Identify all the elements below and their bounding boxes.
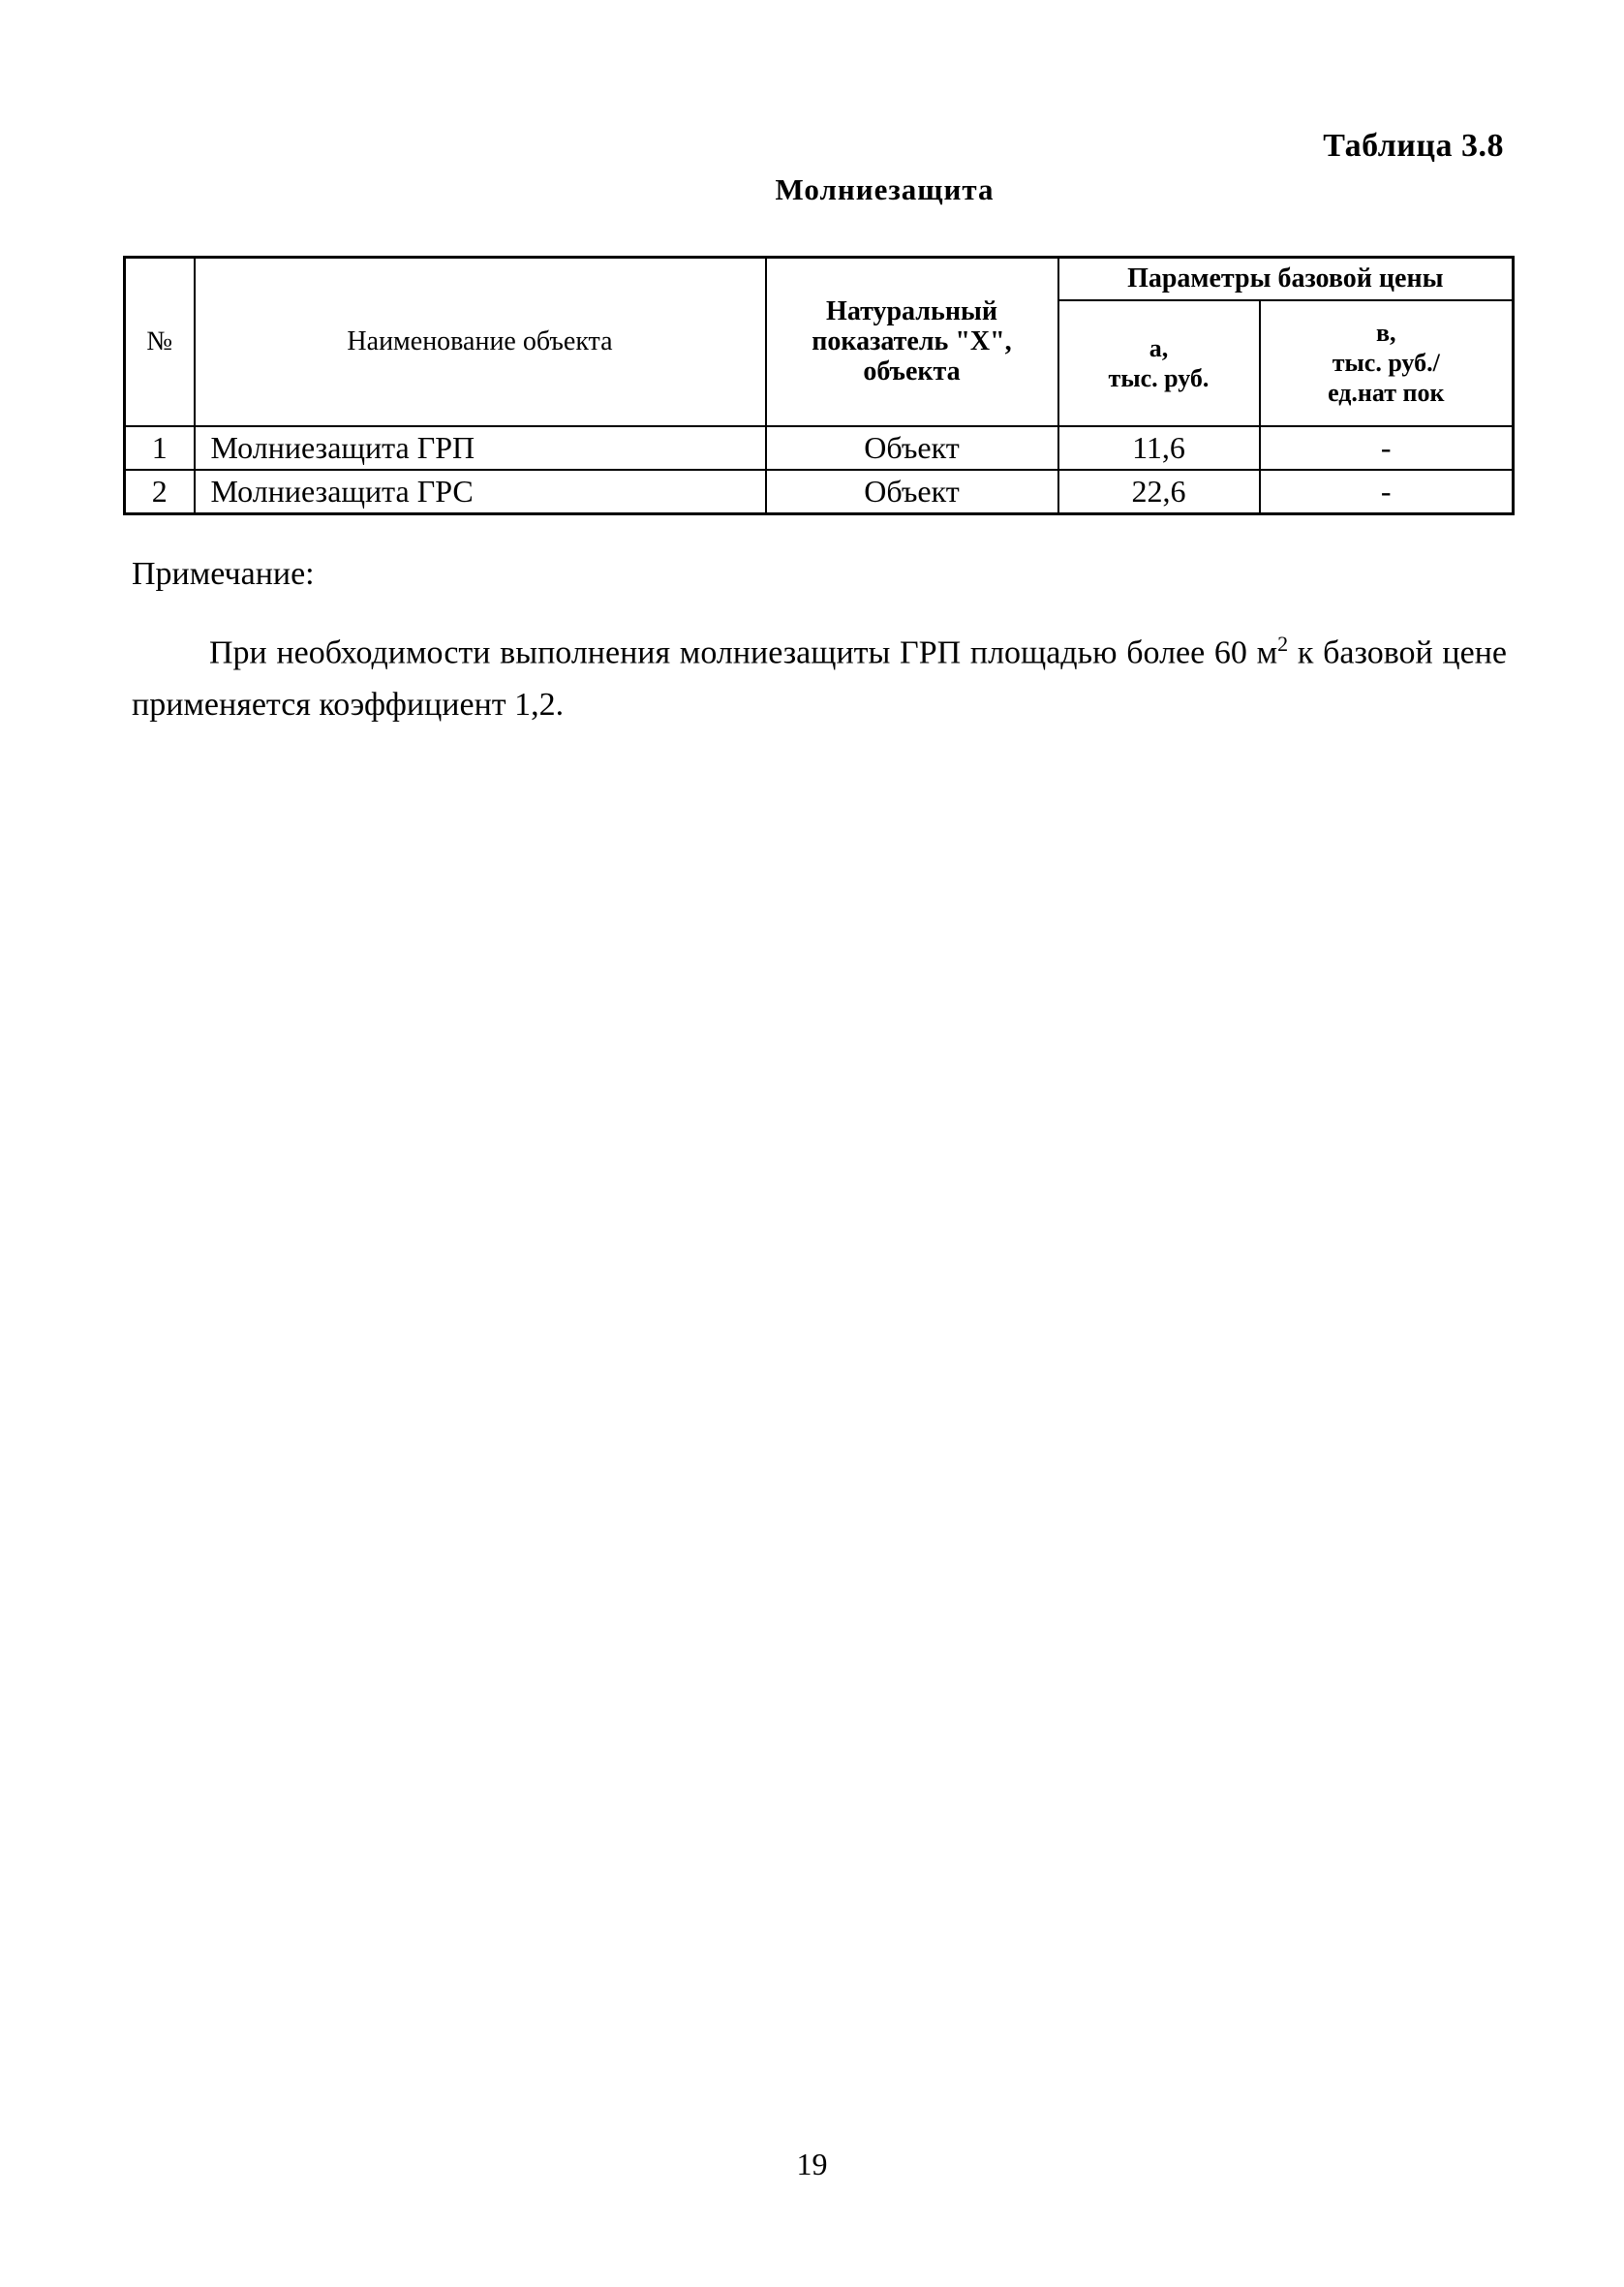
header-b-line3: ед.нат пок bbox=[1328, 379, 1445, 407]
note-text-part2: к базовой цене применяется коэффициент 1,2. bbox=[132, 634, 1508, 724]
table-number: Таблица 3.8 bbox=[1323, 128, 1504, 164]
cell-natural: Объект bbox=[766, 470, 1058, 514]
header-b-line1: в, bbox=[1375, 319, 1396, 347]
note-superscript: 2 bbox=[1277, 632, 1289, 656]
header-a-line2: тыс. руб. bbox=[1108, 363, 1210, 392]
page-number: 19 bbox=[796, 2147, 828, 2181]
header-no: № bbox=[125, 258, 195, 426]
cell-b: - bbox=[1260, 426, 1514, 470]
note-text-part1: При необходимости выполнения молниезащиты ГРП площадью более 60 м bbox=[209, 634, 1278, 671]
header-a-line1: а, bbox=[1149, 333, 1169, 362]
cell-b: - bbox=[1260, 470, 1514, 514]
header-natural-line2: показатель "Х", bbox=[812, 326, 1012, 357]
table-row bbox=[125, 470, 1514, 514]
cell-natural: Объект bbox=[766, 426, 1058, 470]
table-title: Молниезащита bbox=[775, 172, 995, 206]
header-natural-line1: Натуральный bbox=[826, 296, 997, 327]
header-natural-line3: объекта bbox=[863, 356, 961, 387]
note-text bbox=[132, 618, 1507, 731]
cell-no: 2 bbox=[125, 470, 195, 514]
cell-name: Молниезащита ГРС bbox=[195, 470, 766, 514]
header-b-line2: тыс. руб./ bbox=[1332, 349, 1440, 377]
base-price-table bbox=[123, 256, 1515, 515]
header-natural-indicator bbox=[766, 258, 1058, 426]
header-base-price-group: Параметры базовой цены bbox=[1058, 258, 1514, 300]
note-label: Примечание: bbox=[132, 556, 315, 592]
table-row bbox=[125, 426, 1514, 470]
cell-no: 1 bbox=[125, 426, 195, 470]
cell-a: 22,6 bbox=[1058, 470, 1260, 514]
cell-name: Молниезащита ГРП bbox=[195, 426, 766, 470]
cell-a: 11,6 bbox=[1058, 426, 1260, 470]
header-param-b bbox=[1260, 300, 1514, 426]
header-name: Наименование объекта bbox=[195, 258, 766, 426]
header-param-a bbox=[1058, 300, 1260, 426]
